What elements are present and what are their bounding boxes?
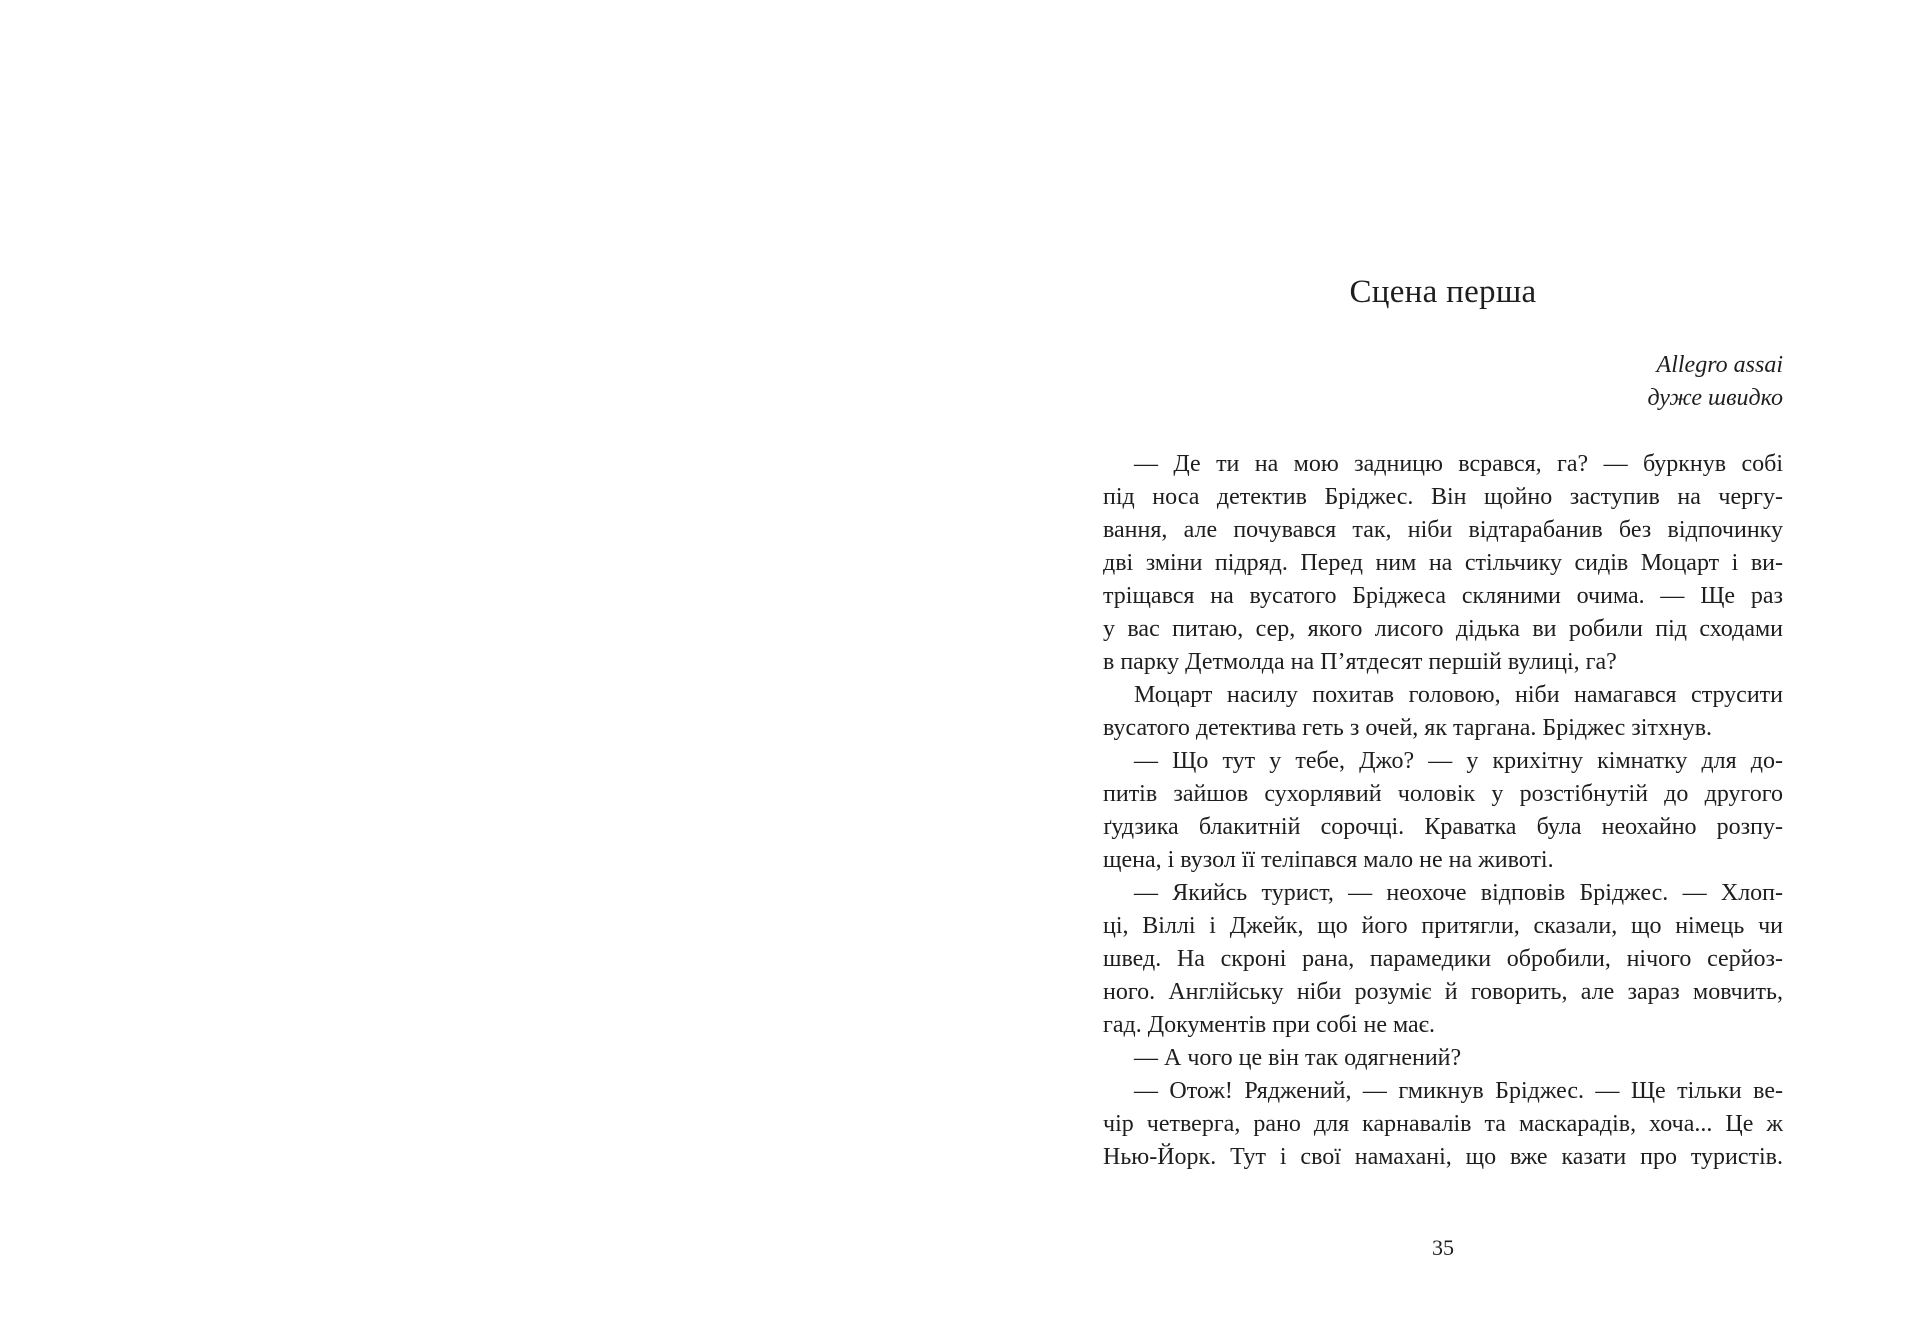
text-line: Нью-Йорк. Тут і свої намахані, що вже казати про туристів. bbox=[1103, 1144, 1783, 1170]
text-line: гад. Документів при собі не має. bbox=[1103, 1012, 1435, 1038]
page-number: 35 bbox=[1432, 1235, 1454, 1260]
text-line: — Що тут у тебе, Джо? — у крихітну кімнатку для до- bbox=[1134, 748, 1783, 774]
body-text bbox=[1103, 448, 1783, 1174]
text-line: під носа детектив Бріджес. Він щойно заступив на чергу- bbox=[1103, 484, 1783, 510]
text-line: швед. На скроні рана, парамедики обробили, нічого серйоз- bbox=[1103, 946, 1783, 972]
text-line: в парку Детмолда на П’ятдесят першій вулиці, га? bbox=[1103, 649, 1617, 675]
text-line: — А чого це він так одягнений? bbox=[1134, 1045, 1462, 1071]
tempo-translation: дуже швидко bbox=[1647, 385, 1783, 411]
text-line: вання, але почувався так, ніби відтарабанив без відпочинку bbox=[1103, 517, 1783, 543]
text-line: — Отож! Ряджений, — гмикнув Бріджес. — Ще тільки ве- bbox=[1134, 1078, 1783, 1104]
text-line: вусатого детектива геть з очей, як таргана. Бріджес зітхнув. bbox=[1103, 715, 1713, 741]
text-line: щена, і вузол її теліпався мало не на животі. bbox=[1103, 847, 1554, 873]
text-line: чір четверга, рано для карнавалів та маскарадів, хоча... Це ж bbox=[1103, 1111, 1783, 1137]
scene-title: Сцена перша bbox=[1349, 274, 1537, 310]
text-line: ного. Англійську ніби розуміє й говорить, але зараз мовчить, bbox=[1103, 979, 1783, 1005]
text-line: — Якийсь турист, — неохоче відповів Бріджес. — Хлоп- bbox=[1134, 880, 1783, 906]
text-line: ці, Віллі і Джейк, що його притягли, сказали, що німець чи bbox=[1103, 913, 1783, 939]
text-line: Моцарт насилу похитав головою, ніби намагався струсити bbox=[1134, 682, 1783, 708]
text-line: питів зайшов сухорлявий чоловік у розстібнутій до другого bbox=[1103, 781, 1783, 807]
text-line: ґудзика блакитній сорочці. Краватка була неохайно розпу- bbox=[1103, 814, 1783, 840]
text-line: дві зміни підряд. Перед ним на стільчику сидів Моцарт і ви- bbox=[1103, 550, 1783, 576]
text-line: — Де ти на мою задницю всрався, га? — буркнув собі bbox=[1134, 451, 1783, 477]
tempo-italian: Allegro assai bbox=[1656, 352, 1783, 378]
text-line: у вас питаю, сер, якого лисого дідька ви робили під сходами bbox=[1103, 616, 1783, 642]
text-line: тріщався на вусатого Бріджеса скляними очима. — Ще раз bbox=[1103, 583, 1783, 609]
tempo-marking bbox=[1103, 349, 1783, 415]
